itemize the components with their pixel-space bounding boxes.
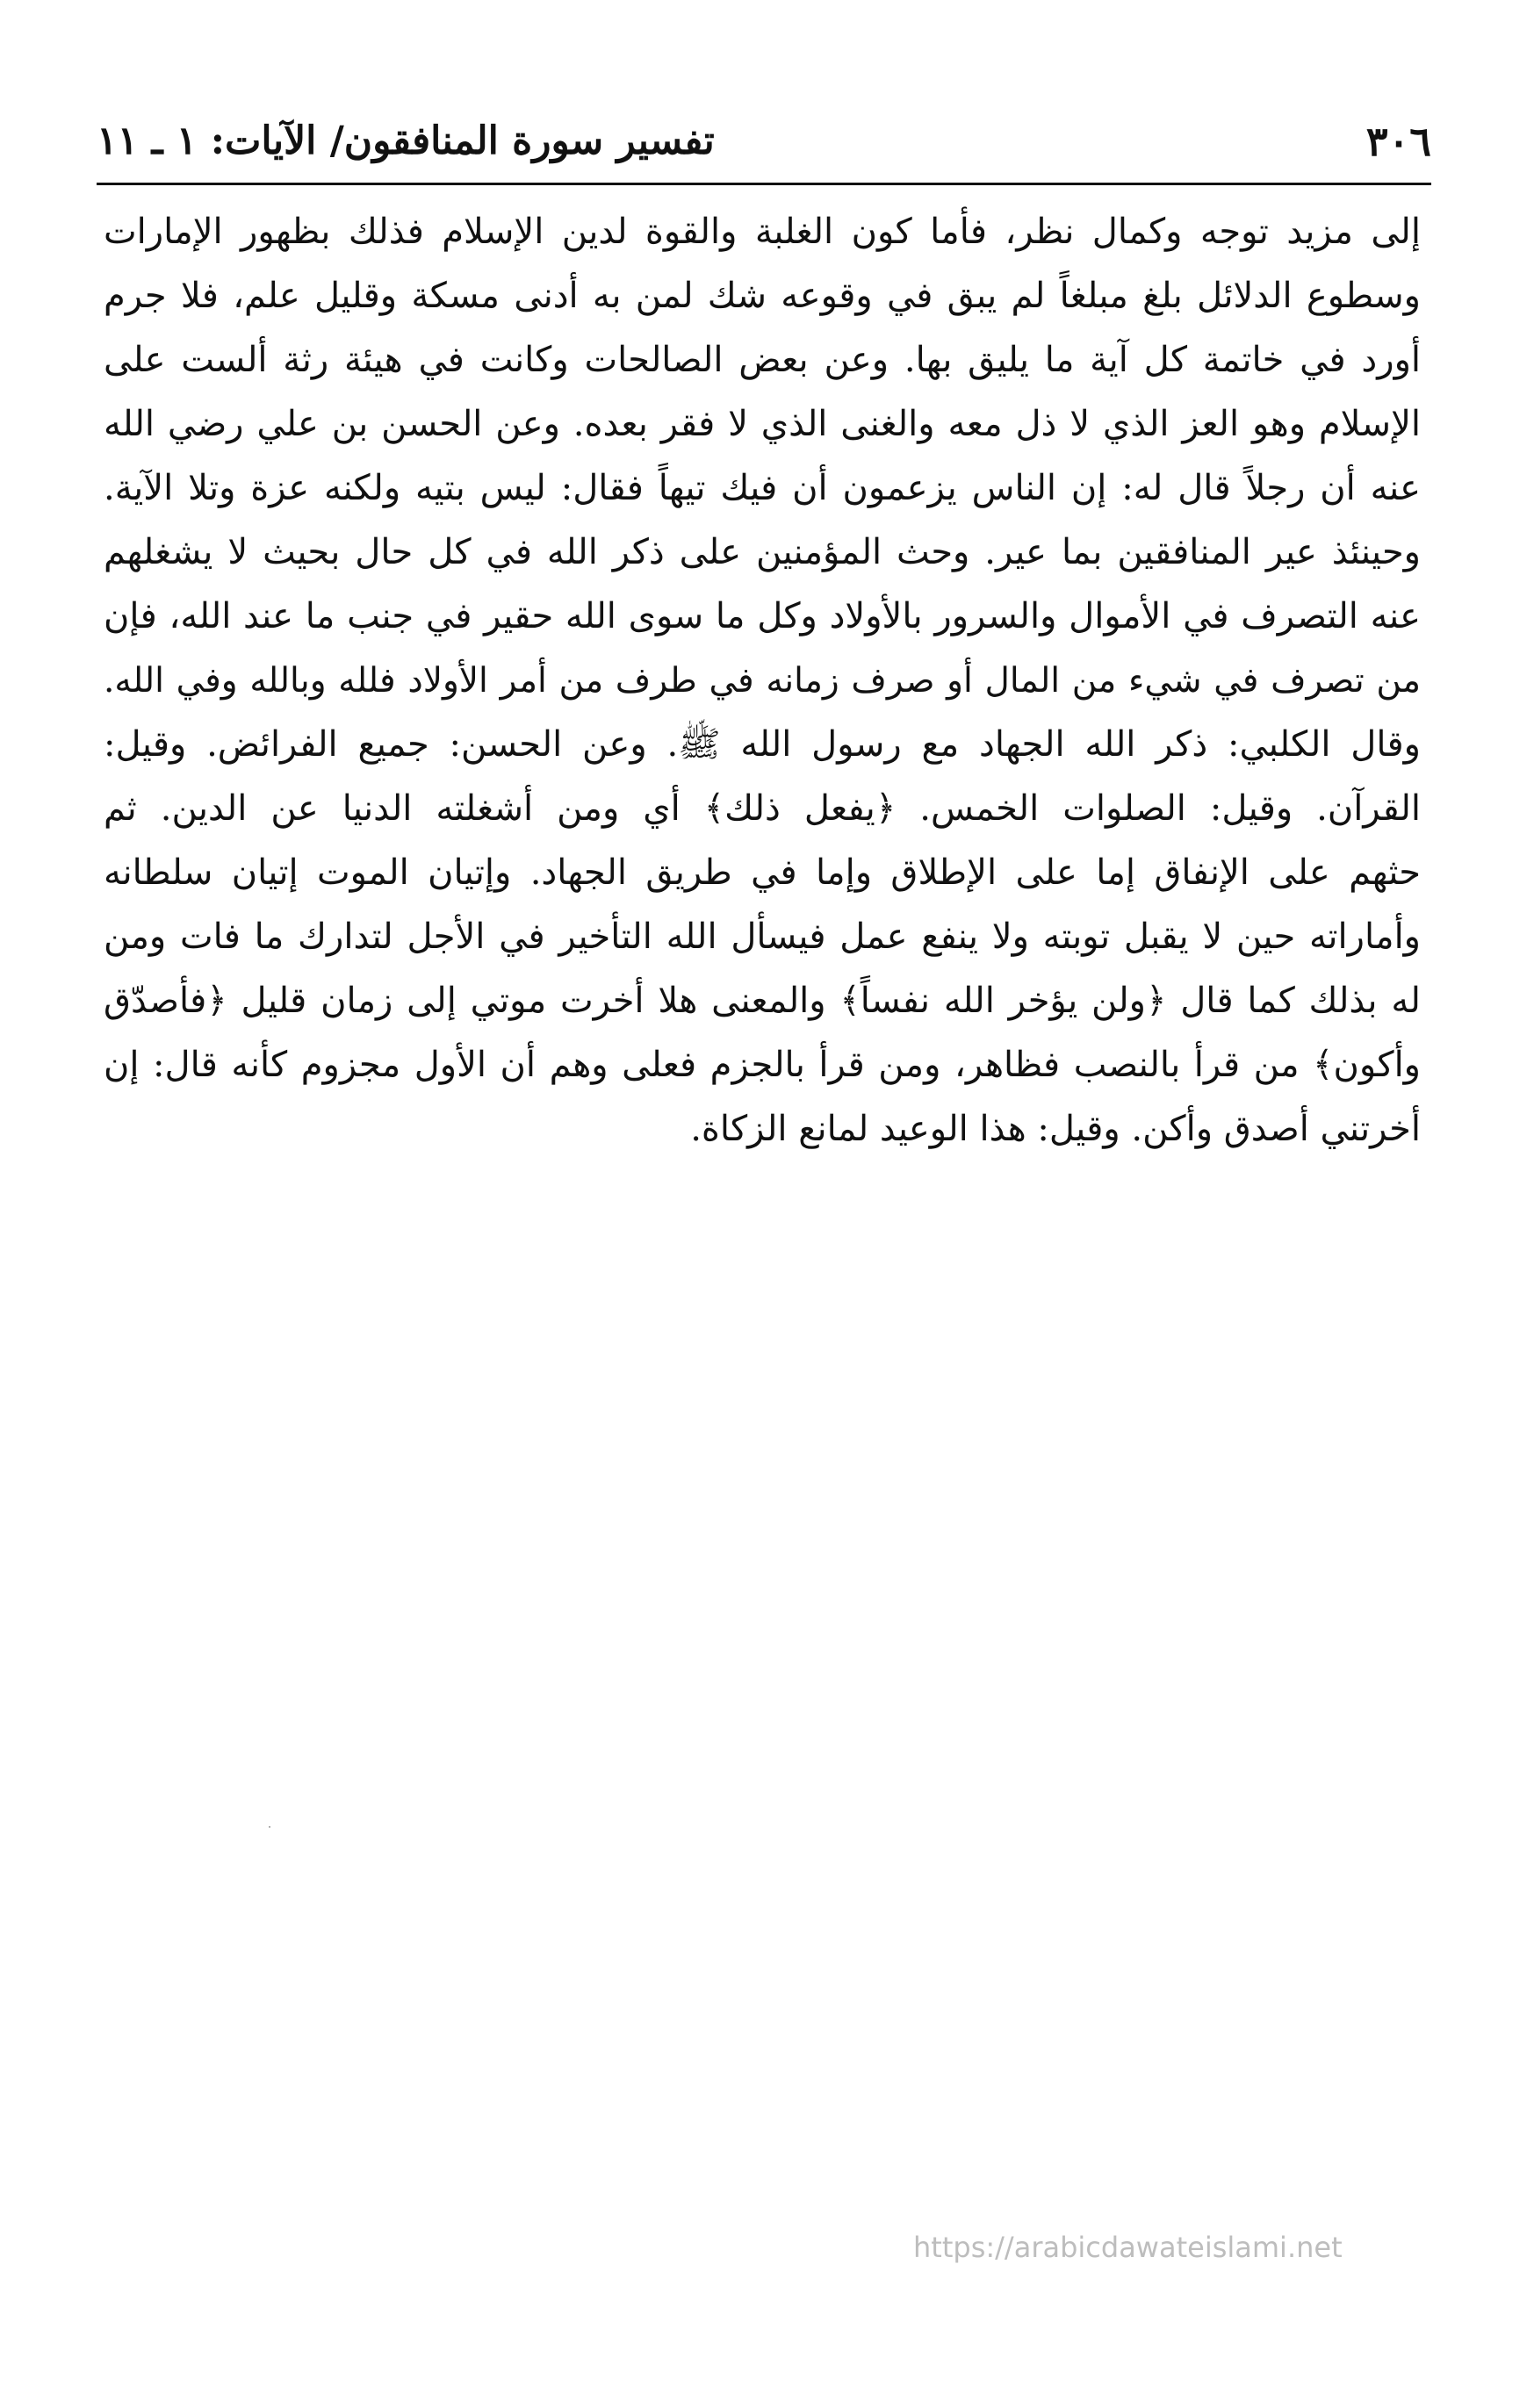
running-title: تفسير سورة المنافقون/ الآيات: ١ ـ ١١ <box>97 119 715 163</box>
text-line: حثهم على الإنفاق إما على الإطلاق وإما في طريق الجهاد. وإتيان الموت إتيان سلطانه <box>104 852 1421 893</box>
text-line: الإسلام وهو العز الذي لا ذل معه والغنى الذي لا فقر بعده. وعن الحسن بن علي رضي الله <box>104 404 1421 444</box>
page-number: ٣٠٦ <box>1365 118 1431 165</box>
text-line: وقال الكلبي: ذكر الله الجهاد مع رسول الله ﷺ. وعن الحسن: جميع الفرائض. وقيل: <box>104 724 1421 765</box>
text-line: عنه التصرف في الأموال والسرور بالأولاد وكل ما سوى الله حقير في جنب ما عند الله، فإن <box>104 596 1421 636</box>
text-line: القرآن. وقيل: الصلوات الخمس. ﴿يفعل ذلك﴾ أي ومن أشغلته الدنيا عن الدين. ثم <box>104 788 1421 829</box>
text-line: وحينئذ عير المنافقين بما عير. وحث المؤمنين على ذكر الله في كل حال بحيث لا يشغلهم <box>104 532 1421 572</box>
scan-speck <box>269 1826 270 1828</box>
header-divider <box>97 183 1431 185</box>
text-line: له بذلك كما قال ﴿ولن يؤخر الله نفساً﴾ والمعنى هلا أخرت موتي إلى زمان قليل ﴿فأصدّق <box>104 981 1421 1021</box>
running-header <box>97 110 1431 180</box>
text-line: من تصرف في شيء من المال أو صرف زمانه في طرف من أمر الأولاد فلله وبالله وفي الله. <box>104 661 1421 701</box>
text-line: وأماراته حين لا يقبل توبته ولا ينفع عمل فيسأل الله التأخير في الأجل لتدارك ما فات ومن <box>104 916 1421 957</box>
text-line-last: أخرتني أصدق وأكن. وقيل: هذا الوعيد لمانع الزكاة. <box>690 1109 1421 1149</box>
text-line: وسطوع الدلائل بلغ مبلغاً لم يبق في وقوعه شك لمن به أدنى مسكة وقليل علم، فلا جرم <box>104 276 1421 316</box>
source-watermark: https://arabicdawateislami.net <box>913 2231 1343 2264</box>
text-line: عنه أن رجلاً قال له: إن الناس يزعمون أن فيك تيهاً فقال: ليس بتيه ولكنه عزة وتلا الآية. <box>104 468 1421 508</box>
text-line: إلى مزيد توجه وكمال نظر، فأما كون الغلبة والقوة لدين الإسلام فذلك بظهور الإمارات <box>104 212 1421 252</box>
text-line: أورد في خاتمة كل آية ما يليق بها. وعن بعض الصالحات وكانت في هيئة رثة ألست على <box>104 340 1421 380</box>
text-line: وأكون﴾ من قرأ بالنصب فظاهر، ومن قرأ بالجزم فعلى وهم أن الأول مجزوم كأنه قال: إن <box>104 1045 1421 1085</box>
body-text <box>104 200 1421 1161</box>
